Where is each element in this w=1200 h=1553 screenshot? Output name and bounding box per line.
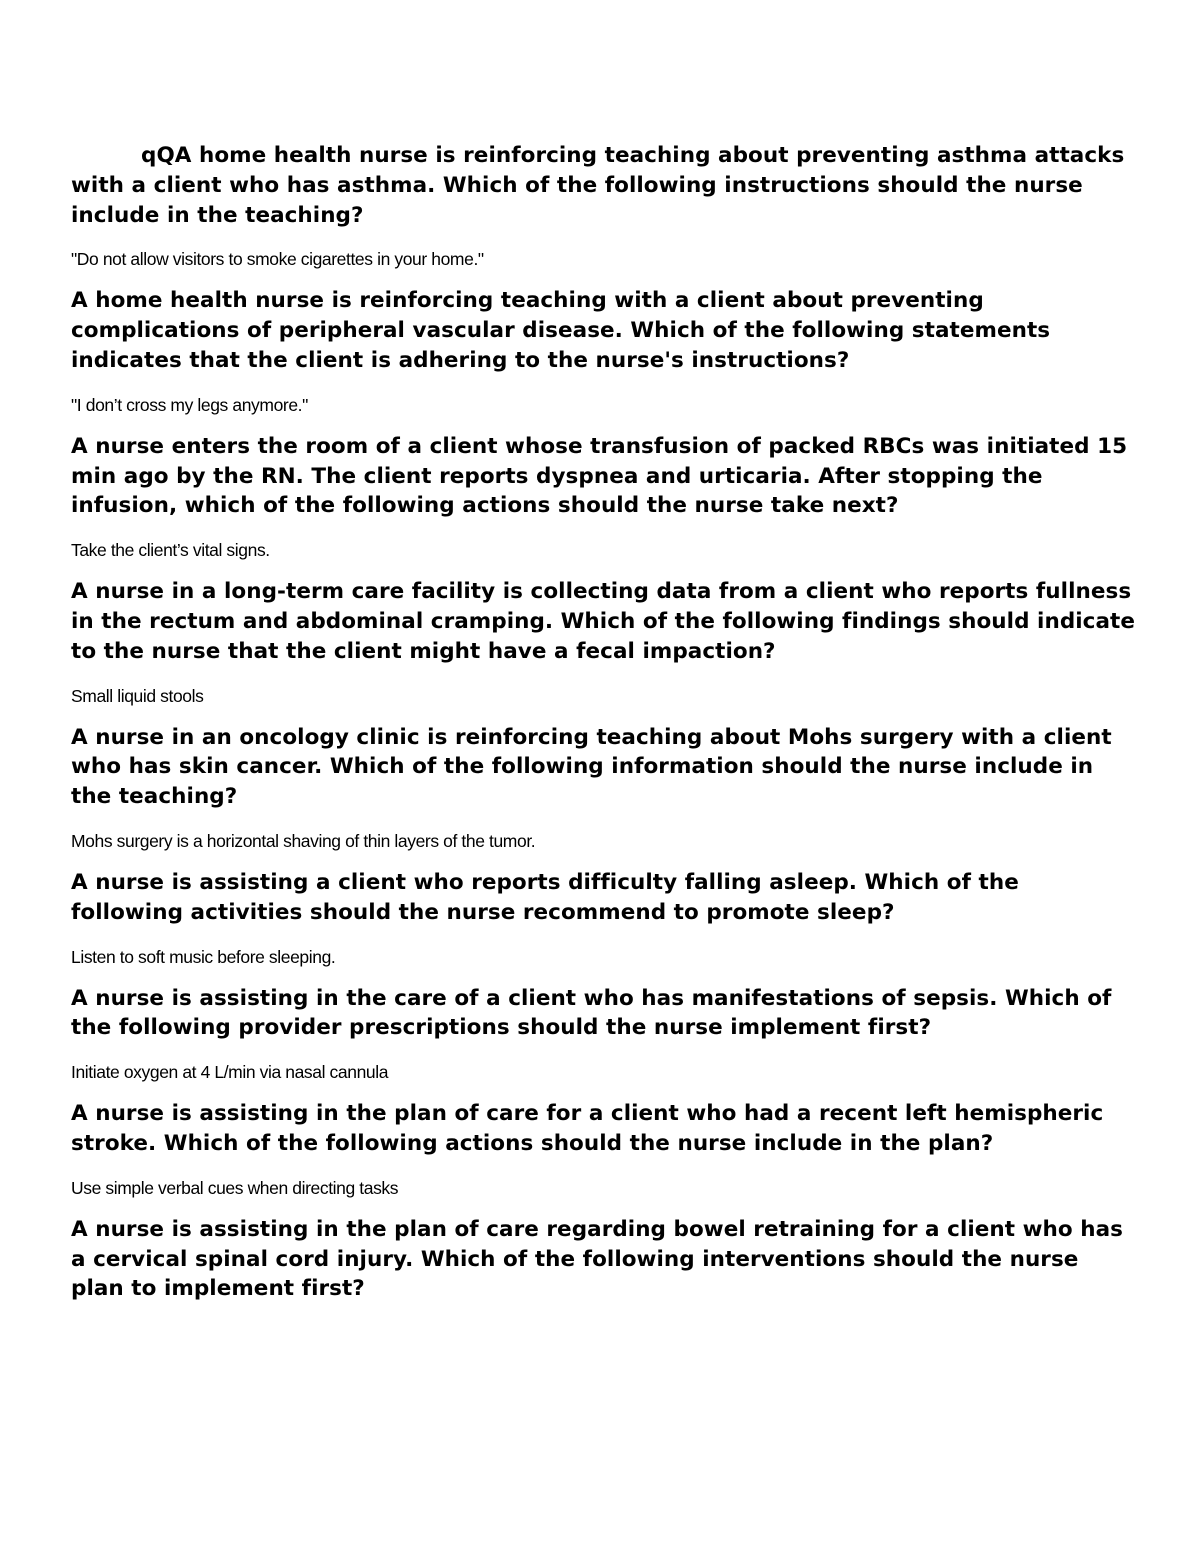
qa-item bbox=[71, 868, 1136, 969]
question-text: A home health nurse is reinforcing teaching with a client about preventing complications of peripheral vascular disease. Which of the following statements indicates that the client is adhering to the nurse's instructions? bbox=[71, 288, 1051, 373]
answer-text: "Do not allow visitors to smoke cigarettes in your home." bbox=[71, 249, 484, 270]
answer-text: Take the client’s vital signs. bbox=[71, 540, 270, 561]
qa-item bbox=[71, 141, 1136, 271]
question-text: A nurse is assisting in the care of a client who has manifestations of sepsis. Which of the following provider prescriptions should the nurse implement first? bbox=[71, 985, 1112, 1041]
qa-item bbox=[71, 1099, 1136, 1200]
question-text: A nurse in an oncology clinic is reinforcing teaching about Mohs surgery with a client who has skin cancer. Which of the following information should the nurse include in the teaching? bbox=[71, 724, 1112, 810]
answer-text: Use simple verbal cues when directing tasks bbox=[71, 1177, 399, 1198]
question-text: A nurse is assisting in the plan of care for a client who had a recent left hemispheric stroke. Which of the following actions should the nurse include in the plan? bbox=[71, 1101, 1104, 1156]
qa-item bbox=[71, 1215, 1136, 1304]
question-text: A nurse is assisting a client who reports difficulty falling asleep. Which of the following activities should the nurse recommend to promote sleep? bbox=[71, 869, 1019, 925]
document-content bbox=[71, 141, 1136, 1304]
question-text: A nurse is assisting in the plan of care regarding bowel retraining for a client who has a cervical spinal cord injury. Which of the following interventions should the nurse plan to implement first? bbox=[71, 1216, 1124, 1302]
qa-item bbox=[71, 286, 1136, 416]
qa-item bbox=[71, 984, 1136, 1085]
answer-text: Initiate oxygen at 4 L/min via nasal cannula bbox=[71, 1062, 389, 1083]
answer-text: Listen to soft music before sleeping. bbox=[71, 946, 336, 967]
answer-text: Small liquid stools bbox=[71, 685, 204, 706]
answer-text: "I don’t cross my legs anymore." bbox=[71, 394, 308, 415]
question-text: qQA home health nurse is reinforcing teaching about preventing asthma attacks with a client who has asthma. Which of the following instructions should the nurse include in the teaching? bbox=[71, 143, 1125, 228]
question-text: A nurse enters the room of a client whose transfusion of packed RBCs was initiated 15 min ago by the RN. The client reports dyspnea and urticaria. After stopping the infusion, which of the following actions should the nurse take next? bbox=[71, 433, 1128, 519]
qa-item bbox=[71, 723, 1136, 853]
qa-item bbox=[71, 432, 1136, 562]
answer-text: Mohs surgery is a horizontal shaving of thin layers of the tumor. bbox=[71, 830, 536, 851]
qa-item bbox=[71, 577, 1136, 707]
question-text: A nurse in a long-term care facility is collecting data from a client who reports fullness in the rectum and abdominal cramping. Which of the following findings should indicate to the nurse that the client might have a fecal impaction? bbox=[71, 579, 1135, 664]
